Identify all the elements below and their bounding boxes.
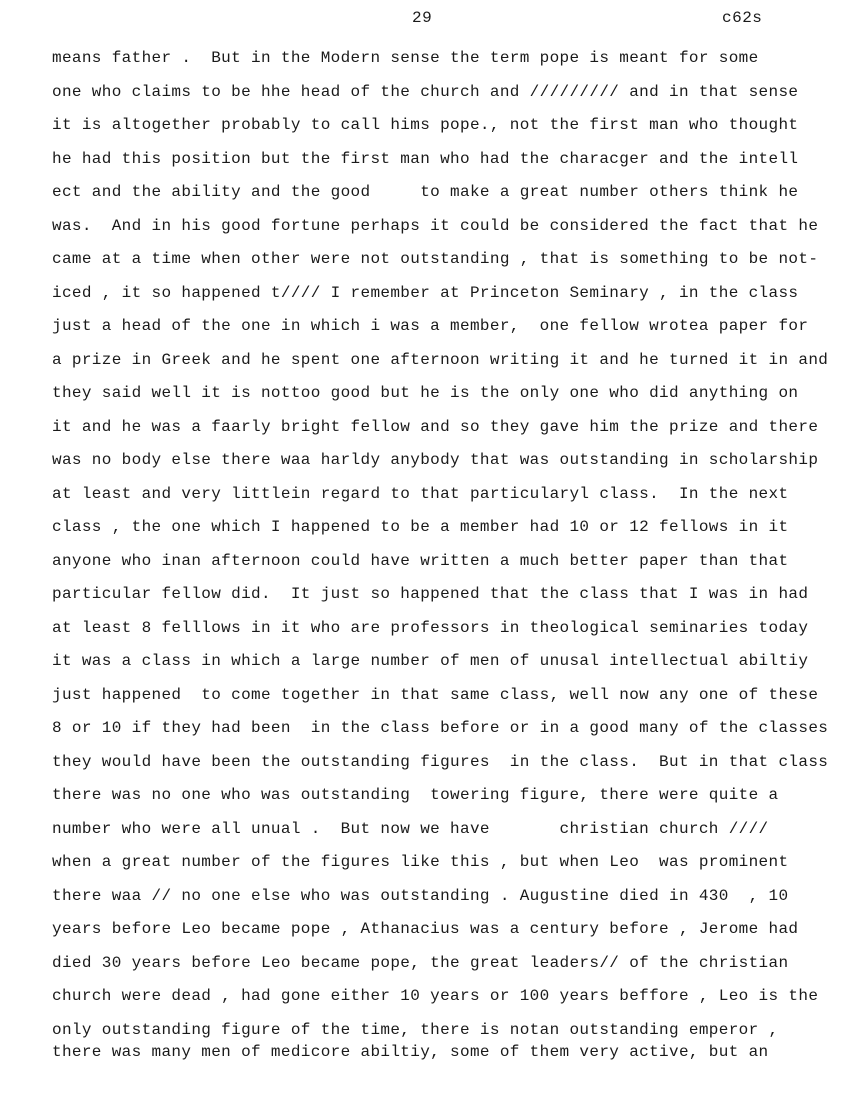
- text-line: years before Leo became pope , Athanacius was a century before , Jerome had: [52, 920, 799, 938]
- text-line: there was many men of medicore abiltiy, some of them very active, but an: [52, 1042, 769, 1061]
- text-line: was. And in his good fortune perhaps it could be considered the fact that he: [52, 216, 819, 235]
- text-line: ect and the ability and the good to make a great number others think he: [52, 183, 799, 201]
- text-line: means father . But in the Modern sense the term pope is meant for some: [52, 49, 759, 67]
- text-line: they would have been the outstanding figures in the class. But in that class: [52, 752, 829, 771]
- text-line: at least and very littlein regard to that particularyl class. In the next: [52, 484, 789, 503]
- text-line: it is altogether probably to call hims pope., not the first man who thought: [52, 116, 799, 134]
- text-line: just happened to come together in that same class, well now any one of these: [52, 685, 819, 704]
- body-text: [52, 45, 842, 1061]
- text-line: number who were all unual . But now we have christian church ////: [52, 819, 769, 838]
- text-line: there waa // no one else who was outstanding . Augustine died in 430 , 10: [52, 886, 789, 905]
- text-line: a prize in Greek and he spent one afternoon writing it and he turned it in and: [52, 350, 829, 369]
- text-line: at least 8 felllows in it who are professors in theological seminaries today: [52, 618, 809, 637]
- text-line: they said well it is nottoo good but he is the only one who did anything on: [52, 384, 799, 402]
- text-line: came at a time when other were not outstanding , that is something to be not-: [52, 250, 819, 268]
- text-line: it and he was a faarly bright fellow and so they gave him the prize and there: [52, 417, 819, 436]
- text-line: iced , it so happened t//// I remember at Princeton Seminary , in the class: [52, 283, 799, 302]
- text-line: 8 or 10 if they had been in the class before or in a good many of the classes: [52, 719, 829, 737]
- text-line: when a great number of the figures like this , but when Leo was prominent: [52, 853, 789, 871]
- document-code: c62s: [722, 9, 763, 27]
- text-line: particular fellow did. It just so happened that the class that I was in had: [52, 585, 809, 603]
- text-line: died 30 years before Leo became pope, the great leaders// of the christian: [52, 953, 789, 972]
- text-line: class , the one which I happened to be a member had 10 or 12 fellows in it: [52, 518, 789, 536]
- text-line: he had this position but the first man who had the characger and the intell: [52, 149, 799, 168]
- text-line: was no body else there waa harldy anybody that was outstanding in scholarship: [52, 451, 819, 469]
- text-line: just a head of the one in which i was a member, one fellow wrotea paper for: [52, 317, 809, 335]
- text-line: it was a class in which a large number of men of unusal intellectual abiltiy: [52, 652, 809, 670]
- text-line: only outstanding figure of the time, there is notan outstanding emperor ,: [52, 1020, 779, 1039]
- text-line: anyone who inan afternoon could have written a much better paper than that: [52, 551, 789, 570]
- text-line: there was no one who was outstanding towering figure, there were quite a: [52, 786, 779, 804]
- text-line: church were dead , had gone either 10 years or 100 years beffore , Leo is the: [52, 987, 819, 1005]
- text-line: one who claims to be hhe head of the church and ///////// and in that sense: [52, 82, 799, 101]
- page-number: 29: [412, 9, 433, 27]
